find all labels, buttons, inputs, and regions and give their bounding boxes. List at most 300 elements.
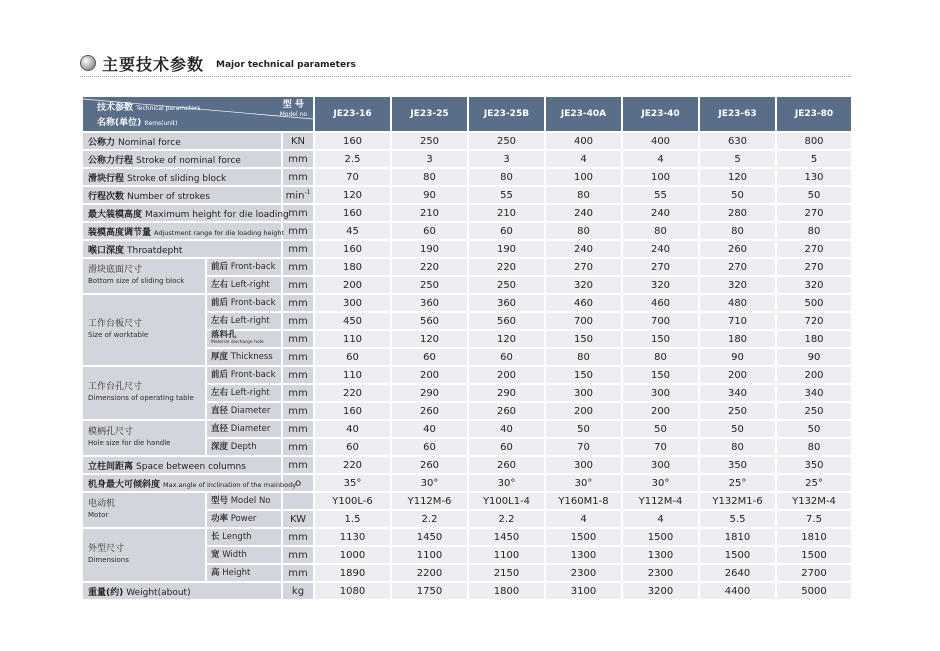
sub-label-cn: 型号: [211, 496, 229, 506]
model-header: JE23-80: [775, 97, 851, 131]
model-header: JE23-40: [621, 97, 698, 131]
value-cell: 60: [467, 223, 544, 239]
row-unit: mm: [281, 223, 313, 239]
sub-label-cn: 前后: [211, 262, 229, 272]
value-cell: 40: [390, 421, 467, 437]
value-cell: 35°: [313, 475, 390, 491]
spec-table: [83, 95, 851, 601]
value-cell: 1800: [467, 583, 544, 599]
value-cell: 700: [621, 313, 698, 329]
row-unit: KN: [281, 133, 313, 149]
value-cell: 360: [467, 295, 544, 311]
row-label-en: Maximum height for die loading: [145, 209, 289, 220]
value-cell: 270: [775, 259, 851, 275]
row-label: [83, 583, 281, 599]
value-cell: 250: [467, 277, 544, 293]
sub-label-en: Thickness: [230, 352, 273, 362]
value-cell: 120: [698, 169, 775, 185]
value-cell: Y112M-6: [390, 493, 467, 509]
value-cell: 340: [698, 385, 775, 401]
sub-label: [205, 529, 281, 545]
row-label-en: Stroke of nominal force: [136, 155, 241, 166]
model-header: JE23-63: [698, 97, 775, 131]
value-cell: 110: [313, 367, 390, 383]
value-cell: 25°: [698, 475, 775, 491]
value-cell: 560: [467, 313, 544, 329]
bullet-icon: [80, 55, 96, 71]
group-label-en: Bottom size of sliding block: [88, 277, 185, 285]
value-cell: 300: [621, 385, 698, 401]
header-items: [97, 115, 177, 128]
sub-label: [205, 313, 281, 329]
sub-label-en: Diameter: [230, 424, 271, 434]
value-cell: 160: [313, 241, 390, 257]
header-technical-parameters: [97, 100, 200, 113]
value-cell: 150: [621, 331, 698, 347]
table-row: [83, 475, 851, 491]
value-cell: 130: [775, 169, 851, 185]
sub-label-cn: 左右: [211, 280, 229, 290]
value-cell: 240: [621, 205, 698, 221]
sub-label-cn: 长: [211, 532, 220, 542]
group-label-en: Size of worktable: [88, 331, 149, 339]
value-cell: 1500: [621, 529, 698, 545]
header-model-cn: 型 号: [282, 100, 304, 110]
sub-label-cn: 前后: [211, 370, 229, 380]
value-cell: 720: [775, 313, 851, 329]
value-cell: 290: [467, 385, 544, 401]
sub-label-cn: 高: [211, 568, 220, 578]
model-header: JE23-40A: [544, 97, 621, 131]
row-unit: mm: [281, 529, 313, 545]
row-label-cn: 机身最大可倾斜度: [88, 479, 161, 490]
model-header: JE23-16: [313, 97, 390, 131]
header-corner-cell: [83, 97, 313, 131]
value-cell: 340: [775, 385, 851, 401]
value-cell: 260: [467, 457, 544, 473]
row-unit: KW: [281, 511, 313, 527]
value-cell: 80: [544, 223, 621, 239]
value-cell: 300: [621, 457, 698, 473]
value-cell: 3200: [621, 583, 698, 599]
value-cell: 5000: [775, 583, 851, 599]
header-items-cn: 名称(单位): [97, 118, 142, 128]
value-cell: 80: [775, 223, 851, 239]
value-cell: 460: [544, 295, 621, 311]
value-cell: 1890: [313, 565, 390, 581]
value-cell: 4: [621, 151, 698, 167]
value-cell: 210: [390, 205, 467, 221]
sub-label-en: Left-right: [230, 388, 270, 398]
sub-label: [205, 367, 281, 383]
row-label-cn: 公称力: [88, 137, 116, 148]
sub-label-cn: 左右: [211, 388, 229, 398]
value-cell: 1450: [390, 529, 467, 545]
sub-label-en: Material discharge hole: [211, 340, 264, 345]
row-label: [83, 169, 281, 185]
row-unit: mm: [281, 259, 313, 275]
value-cell: 320: [621, 277, 698, 293]
sub-label-en: Power: [230, 514, 257, 524]
value-cell: 160: [313, 205, 390, 221]
row-label-cn: 行程次数: [88, 191, 125, 202]
sub-label-en: Width: [222, 550, 247, 560]
value-cell: 2640: [698, 565, 775, 581]
group-label-en: Dimensions of operating table: [88, 394, 194, 402]
header-items-en: Items(unit): [144, 120, 178, 127]
value-cell: 260: [698, 241, 775, 257]
row-unit: mm: [281, 385, 313, 401]
value-cell: 280: [698, 205, 775, 221]
sub-label-cn: 落料孔: [211, 330, 237, 340]
value-cell: 220: [390, 259, 467, 275]
row-unit: mm: [281, 331, 313, 347]
row-label-cn: 最大装模高度: [88, 209, 143, 220]
sub-label-cn: 厚度: [211, 352, 229, 362]
value-cell: 7.5: [775, 511, 851, 527]
table-row: [83, 421, 851, 437]
sub-label: [205, 277, 281, 293]
group-label-cn: 电动机: [88, 499, 116, 509]
group-label-cn: 外型尺寸: [88, 544, 125, 554]
row-label: [83, 151, 281, 167]
group-label-en: Dimensions: [88, 556, 129, 564]
group-label: [83, 295, 205, 365]
value-cell: 180: [698, 331, 775, 347]
value-cell: 250: [698, 403, 775, 419]
value-cell: 50: [698, 421, 775, 437]
sub-label-en: Front-back: [230, 298, 276, 308]
row-unit: mm: [281, 439, 313, 455]
row-label-en: Adjustment range for die loading height: [154, 228, 285, 237]
sub-label-en: Length: [222, 532, 252, 542]
value-cell: 800: [775, 133, 851, 149]
value-cell: 160: [313, 133, 390, 149]
table-row: [83, 169, 851, 185]
sub-label: [205, 295, 281, 311]
value-cell: 3: [390, 151, 467, 167]
value-cell: 270: [775, 205, 851, 221]
value-cell: 60: [390, 439, 467, 455]
value-cell: 1130: [313, 529, 390, 545]
value-cell: 2.2: [467, 511, 544, 527]
sub-label-en: Front-back: [230, 262, 276, 272]
row-label: [83, 475, 297, 491]
sub-label-en: Height: [222, 568, 251, 578]
value-cell: 50: [698, 187, 775, 203]
value-cell: 260: [390, 457, 467, 473]
value-cell: 260: [390, 403, 467, 419]
value-cell: 460: [621, 295, 698, 311]
value-cell: 1500: [544, 529, 621, 545]
value-cell: 110: [313, 331, 390, 347]
sub-label-en: Left-right: [230, 280, 270, 290]
group-label-en: Hole size for die handle: [88, 439, 171, 447]
value-cell: 2300: [544, 565, 621, 581]
value-cell: 2.5: [313, 151, 390, 167]
row-label: [83, 133, 281, 149]
sub-label: [205, 421, 281, 437]
sub-label-cn: 前后: [211, 298, 229, 308]
value-cell: 50: [775, 421, 851, 437]
value-cell: 40: [467, 421, 544, 437]
value-cell: 60: [313, 349, 390, 365]
table-row: [83, 529, 851, 545]
value-cell: 200: [621, 403, 698, 419]
row-unit: [281, 493, 313, 509]
value-cell: Y132M-4: [775, 493, 851, 509]
heading-title-en: Major technical parameters: [216, 60, 356, 70]
value-cell: 320: [698, 277, 775, 293]
table-row: [83, 223, 851, 239]
value-cell: 250: [775, 403, 851, 419]
value-cell: Y160M1-8: [544, 493, 621, 509]
row-label: [83, 241, 281, 257]
model-header: JE23-25: [390, 97, 467, 131]
sub-label-cn: 功率: [211, 514, 229, 524]
value-cell: 270: [621, 259, 698, 275]
value-cell: 1.5: [313, 511, 390, 527]
value-cell: 150: [621, 367, 698, 383]
sub-label: [205, 547, 281, 563]
sub-label: [205, 511, 281, 527]
sub-label: [205, 385, 281, 401]
sub-label-cn: 宽: [211, 550, 220, 560]
value-cell: 2300: [621, 565, 698, 581]
value-cell: 260: [467, 403, 544, 419]
value-cell: 360: [390, 295, 467, 311]
sub-label-en: Front-back: [230, 370, 276, 380]
row-label-cn: 重量(约): [88, 587, 124, 598]
value-cell: 300: [313, 295, 390, 311]
sub-label: [205, 403, 281, 419]
value-cell: 200: [313, 277, 390, 293]
value-cell: 30°: [544, 475, 621, 491]
unit-superscript: -1: [304, 188, 311, 196]
sub-label-cn: 直径: [211, 424, 229, 434]
table-row: [83, 133, 851, 149]
value-cell: 200: [390, 367, 467, 383]
value-cell: 270: [544, 259, 621, 275]
value-cell: 210: [467, 205, 544, 221]
value-cell: 80: [621, 223, 698, 239]
value-cell: 240: [621, 241, 698, 257]
value-cell: 160: [313, 403, 390, 419]
value-cell: 70: [621, 439, 698, 455]
value-cell: 55: [467, 187, 544, 203]
value-cell: 1810: [775, 529, 851, 545]
value-cell: 30°: [390, 475, 467, 491]
row-label-en: Weight(about): [126, 587, 191, 598]
sub-label-en: Left-right: [230, 316, 270, 326]
value-cell: Y132M1-6: [698, 493, 775, 509]
row-label-cn: 喉口深度: [88, 245, 125, 256]
value-cell: 70: [544, 439, 621, 455]
value-cell: 200: [544, 403, 621, 419]
row-unit: mm: [281, 295, 313, 311]
value-cell: 55: [621, 187, 698, 203]
value-cell: 150: [544, 367, 621, 383]
row-label-cn: 滑块行程: [88, 173, 125, 184]
sub-label-en: Diameter: [230, 406, 271, 416]
value-cell: 1000: [313, 547, 390, 563]
value-cell: 190: [467, 241, 544, 257]
value-cell: 630: [698, 133, 775, 149]
value-cell: 2.2: [390, 511, 467, 527]
row-unit: mm: [281, 169, 313, 185]
section-heading: [80, 52, 356, 74]
value-cell: 5: [775, 151, 851, 167]
value-cell: 90: [390, 187, 467, 203]
value-cell: 220: [313, 457, 390, 473]
value-cell: 710: [698, 313, 775, 329]
value-cell: 120: [390, 331, 467, 347]
value-cell: 45: [313, 223, 390, 239]
value-cell: 1810: [698, 529, 775, 545]
row-unit: mm: [281, 421, 313, 437]
value-cell: 150: [544, 331, 621, 347]
row-unit: mm: [281, 277, 313, 293]
row-unit: kg: [281, 583, 313, 599]
row-unit: mm: [281, 403, 313, 419]
sub-label-cn: 左右: [211, 316, 229, 326]
row-label-en: Max.angle of inclination of the mainbody: [163, 480, 297, 489]
value-cell: 5: [698, 151, 775, 167]
group-label: [83, 421, 205, 455]
value-cell: 4: [544, 511, 621, 527]
value-cell: 190: [390, 241, 467, 257]
row-unit: mm: [281, 241, 313, 257]
value-cell: 40: [313, 421, 390, 437]
value-cell: 90: [698, 349, 775, 365]
value-cell: 80: [390, 169, 467, 185]
header-model: [280, 100, 307, 120]
value-cell: 80: [775, 439, 851, 455]
value-cell: 2150: [467, 565, 544, 581]
value-cell: 1500: [775, 547, 851, 563]
sub-label-en: Model No: [230, 496, 271, 506]
group-label-cn: 工作台孔尺寸: [88, 382, 143, 392]
value-cell: 1300: [621, 547, 698, 563]
value-cell: 100: [544, 169, 621, 185]
value-cell: 180: [775, 331, 851, 347]
group-label: [83, 259, 205, 293]
row-label-en: Nominal force: [118, 137, 181, 148]
row-label: [83, 205, 289, 221]
sub-label-cn: 直径: [211, 406, 229, 416]
row-unit: mm: [281, 313, 313, 329]
table-row: [83, 493, 851, 509]
value-cell: 200: [467, 367, 544, 383]
row-unit: mm: [281, 565, 313, 581]
header-model-en: Model no: [279, 111, 307, 118]
row-label-en: Stroke of sliding block: [127, 173, 227, 184]
value-cell: 560: [390, 313, 467, 329]
model-header: JE23-25B: [467, 97, 544, 131]
value-cell: 4400: [698, 583, 775, 599]
value-cell: 1750: [390, 583, 467, 599]
table-row: [83, 241, 851, 257]
value-cell: 1500: [698, 547, 775, 563]
row-unit: mm: [281, 457, 313, 473]
value-cell: 200: [775, 367, 851, 383]
value-cell: 120: [313, 187, 390, 203]
table-row: [83, 151, 851, 167]
row-label-cn: 公称力行程: [88, 155, 134, 166]
value-cell: 60: [390, 223, 467, 239]
header-row: [83, 97, 851, 131]
row-label: [83, 223, 285, 239]
value-cell: 240: [544, 205, 621, 221]
value-cell: 5.5: [698, 511, 775, 527]
row-unit: o: [281, 475, 313, 491]
value-cell: 350: [698, 457, 775, 473]
row-unit: mm: [281, 349, 313, 365]
value-cell: Y100L1-4: [467, 493, 544, 509]
sub-label: [205, 259, 281, 275]
row-unit: mm: [281, 151, 313, 167]
value-cell: 1300: [544, 547, 621, 563]
dotted-divider: [80, 76, 851, 77]
value-cell: 50: [544, 421, 621, 437]
value-cell: 320: [775, 277, 851, 293]
table-row: [83, 457, 851, 473]
sub-label-en: Depth: [230, 442, 257, 452]
table-row: [83, 295, 851, 311]
table-row: [83, 187, 851, 203]
value-cell: 60: [467, 349, 544, 365]
row-label: [83, 457, 281, 473]
group-label: [83, 529, 205, 581]
value-cell: 270: [775, 241, 851, 257]
row-unit: [281, 187, 313, 203]
value-cell: 3100: [544, 583, 621, 599]
value-cell: 30°: [467, 475, 544, 491]
value-cell: 700: [544, 313, 621, 329]
row-unit: mm: [281, 205, 313, 221]
row-label-en: Number of strokes: [127, 191, 210, 202]
value-cell: 450: [313, 313, 390, 329]
value-cell: 250: [390, 277, 467, 293]
value-cell: 270: [698, 259, 775, 275]
group-label-cn: 工作台板尺寸: [88, 319, 143, 329]
value-cell: 120: [467, 331, 544, 347]
row-unit: mm: [281, 367, 313, 383]
value-cell: 220: [313, 385, 390, 401]
value-cell: 240: [544, 241, 621, 257]
value-cell: Y112M-4: [621, 493, 698, 509]
row-label: [83, 187, 281, 203]
value-cell: 2200: [390, 565, 467, 581]
value-cell: 90: [775, 349, 851, 365]
value-cell: 250: [390, 133, 467, 149]
value-cell: 80: [544, 187, 621, 203]
value-cell: 1100: [467, 547, 544, 563]
sub-label: [205, 349, 281, 365]
value-cell: 180: [313, 259, 390, 275]
heading-title-cn: 主要技术参数: [102, 54, 205, 74]
value-cell: 220: [467, 259, 544, 275]
row-label-cn: 装模高度调节量: [88, 227, 152, 238]
value-cell: Y100L-6: [313, 493, 390, 509]
value-cell: 250: [467, 133, 544, 149]
table-row: [83, 583, 851, 599]
value-cell: 1450: [467, 529, 544, 545]
value-cell: 4: [544, 151, 621, 167]
value-cell: 80: [698, 223, 775, 239]
value-cell: 400: [544, 133, 621, 149]
value-cell: 60: [313, 439, 390, 455]
